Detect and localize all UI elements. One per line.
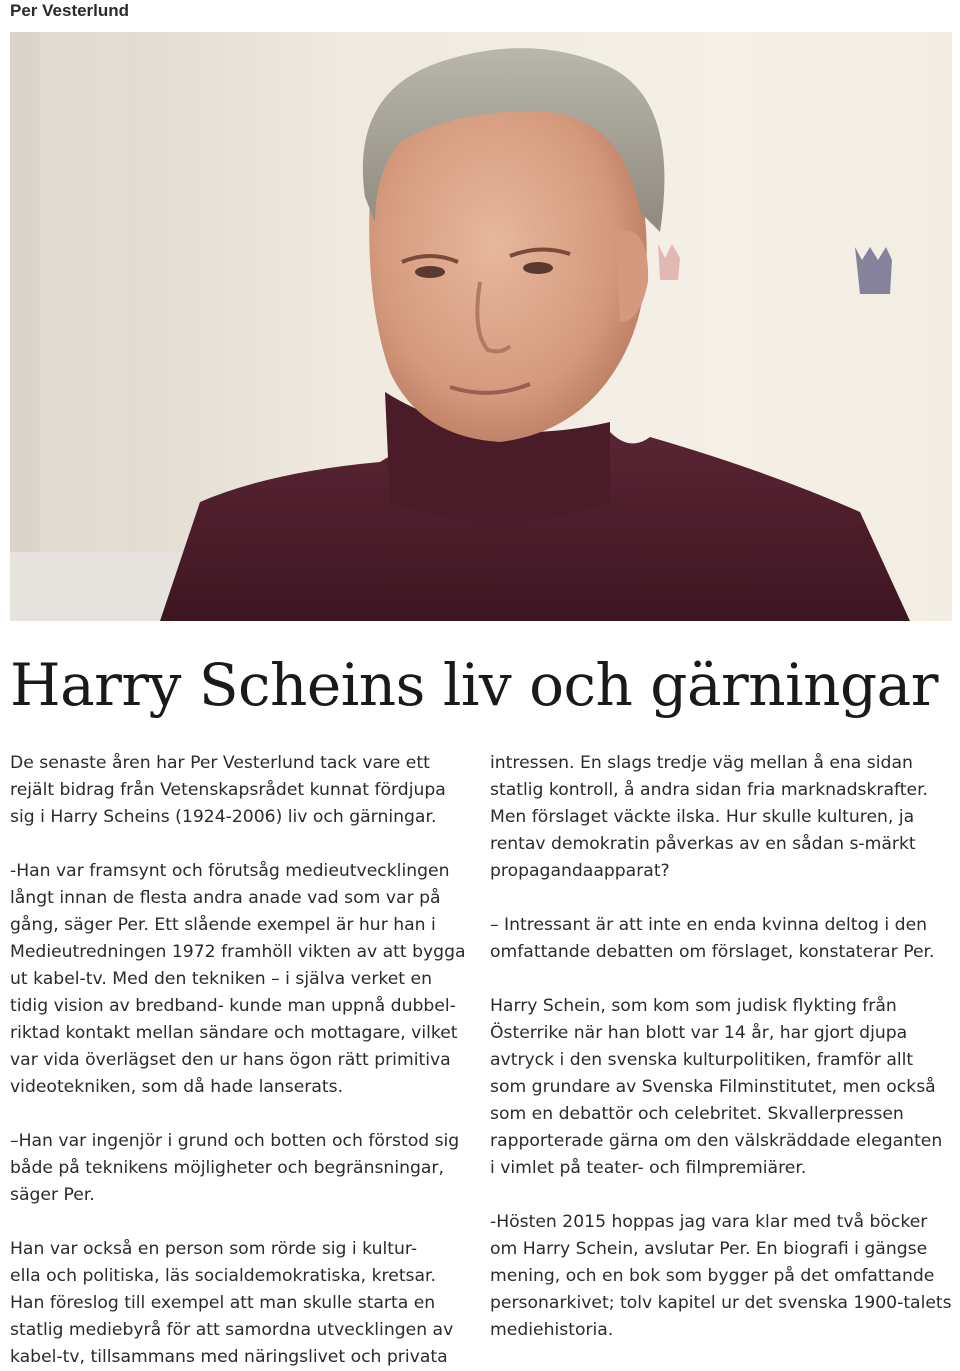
paragraph: – Intressant är att inte en enda kvinna deltog i den omfattande debatten om förslaget, konstaterar Per. (490, 915, 935, 962)
paragraph: -Hösten 2015 hoppas jag vara klar med två böcker om Harry Schein, avslutar Per. En biografi i gängse mening, och en bok som bygger på det omfattande personarkivet; tolv kapitel ur det svenska 1900-talets mediehistoria. (490, 1212, 952, 1340)
paragraph: intressen. En slags tredje väg mellan å ena sidan statlig kontroll, å andra sidan fria marknadskrafter. Men förslaget väckte ilska. Hur skulle kulturen, ja rentav demokratin påverkas av en sådan s-märkt propagandaapparat? (490, 753, 929, 881)
paragraph: –Han var ingenjör i grund och botten och förstod sig både på teknikens möjligheter och begränsningar, säger Per. (10, 1131, 460, 1205)
paragraph: De senaste åren har Per Vesterlund tack vare ett rejält bidrag från Vetenskapsrådet kunnat fördjupa sig i Harry Scheins (1924-2006) liv och gärningar. (10, 753, 446, 827)
paragraph: -Han var framsynt och förutsåg medieutvecklingen långt innan de flesta andra anade vad som var på gång, säger Per. Ett slående exempel är hur han i Medieutredningen 1972 framhöll vikten av att bygga ut kabel-tv. Med den tekniken – i själva verket en tidig vision av bredband- kunde man uppnå dubbel- riktad kontakt mellan sändare och mottagare, vilket var vida överlägset den ur hans ögon rätt primitiva videotekniken, som då hade lanserats. (10, 861, 466, 1097)
article-body-right-column (490, 750, 952, 1344)
portrait-photo (10, 32, 952, 621)
article-title: Harry Scheins liv och gärningar (10, 651, 938, 719)
author-running-head: Per Vesterlund (10, 1, 130, 20)
paragraph: Harry Schein, som kom som judisk flykting från Österrike när han blott var 14 år, har gjort djupa avtryck i den svenska kulturpolitiken, framför allt som grundare av Svenska Filminstitutet, men också som en debattör och celebritet. Skvallerpressen rapporterade gärna om den välskräddade eleganten i vimlet på teater- och filmpremiärer. (490, 996, 943, 1178)
article-body-left-column (10, 750, 472, 1371)
paragraph: Han var också en person som rörde sig i kultur- ella och politiska, läs socialdemokratiska, kretsar. Han föreslog till exempel att man skulle starta en statlig mediebyrå för att samordna utvecklingen av kabel-tv, tillsammans med näringslivet och privata (10, 1239, 454, 1367)
